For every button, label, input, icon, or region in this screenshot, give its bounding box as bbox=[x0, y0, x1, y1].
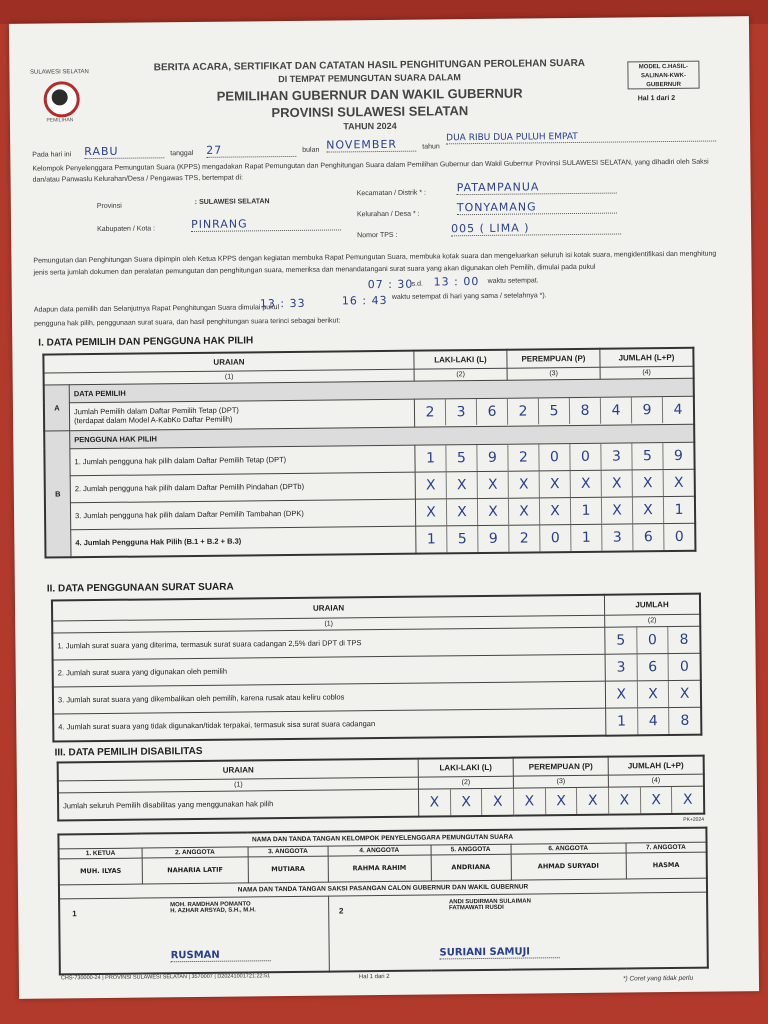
section-1-title: I. DATA PEMILIH DAN PENGGUNA HAK PILIH bbox=[38, 335, 254, 349]
digit-cell: 2 bbox=[507, 444, 538, 470]
kecamatan-value: PATAMPANUA bbox=[457, 180, 617, 196]
time-sd: s.d. bbox=[411, 280, 423, 288]
digit-cell: 1 bbox=[617, 712, 627, 730]
pair-2-number: 2 bbox=[338, 905, 344, 915]
digit-cell: X bbox=[576, 787, 608, 813]
digit-cell: 9 bbox=[476, 444, 507, 470]
digit-cell: X bbox=[601, 470, 632, 496]
body-paragraph-2: Adapun data pemilih dan Selanjutnya Rapat Penghitungan Suara dimulai pukul bbox=[33, 304, 280, 314]
tps-value: 005 ( LIMA ) bbox=[451, 221, 621, 237]
digit-cell: 3 bbox=[445, 399, 476, 425]
time-suffix: waktu setempat. bbox=[487, 277, 539, 285]
provinsi-label: Provinsi bbox=[96, 202, 122, 210]
s3-row-values bbox=[418, 786, 704, 817]
digit-cell: 5 bbox=[616, 631, 626, 649]
kpu-logo bbox=[29, 67, 90, 128]
digit-cell: X bbox=[663, 469, 694, 495]
s2-row-3-values bbox=[605, 680, 701, 708]
day-value: RABU bbox=[84, 144, 164, 159]
digit-cell: X bbox=[640, 787, 672, 813]
header-year: TAHUN 2024 bbox=[343, 120, 397, 132]
s1-row-2-label: 2. Jumlah pengguna hak pilih dalam Daftar Pemilih Pindahan (DPTb) bbox=[70, 472, 415, 503]
role-4: 4. ANGGOTA bbox=[328, 845, 431, 856]
digit-cell: X bbox=[601, 497, 632, 523]
time2-end: 16 : 43 bbox=[341, 293, 388, 308]
pair-2-cell bbox=[328, 892, 707, 972]
section-1-table bbox=[42, 347, 696, 558]
s2-uraian-header: URAIAN bbox=[52, 595, 605, 621]
s1-section-b-letter: B bbox=[44, 430, 71, 557]
s1-dpt-line-2: (terdapat dalam Model A-KabKo Daftar Pemilih) bbox=[74, 414, 233, 426]
kabupaten-label: Kabupaten / Kota : bbox=[97, 225, 156, 233]
digit-cell: 3 bbox=[616, 658, 626, 676]
s1-num-3: (3) bbox=[507, 367, 600, 380]
digit-cell: 4 bbox=[637, 708, 669, 734]
digit-cell: X bbox=[446, 472, 477, 498]
digit-cell: 1 bbox=[425, 449, 436, 467]
pair-2-witness: SURIANI SAMUJI bbox=[439, 946, 559, 959]
digit-cell: 0 bbox=[539, 525, 570, 551]
month-value: NOVEMBER bbox=[326, 138, 416, 153]
pair-1-witness: RUSMAN bbox=[171, 949, 271, 962]
digit-cell: X bbox=[425, 476, 436, 494]
s3-row-label: Jumlah seluruh Pemilih disabilitas yang menggunakan hak pilih bbox=[58, 789, 419, 821]
digit-cell: X bbox=[616, 685, 627, 703]
date-value: 27 bbox=[206, 143, 296, 158]
digit-cell: 0 bbox=[569, 443, 600, 469]
pair-2-candidates: ANDI SUDIRMAN SULAIMAN FATMAWATI RUSDI bbox=[448, 897, 531, 911]
s1-dpt-line-1: Jumlah Pemilih dalam Daftar Pemilih Tetap (DPT) bbox=[73, 405, 239, 417]
logo-subtext: PEMILIHAN bbox=[46, 117, 74, 124]
footer-meta: CHS-730000-24 | PROVINSI SULAWESI SELATAN | 3570007 | D20241001721:22:51 bbox=[60, 973, 271, 982]
digit-cell: 2 bbox=[425, 404, 435, 421]
signer-name-2: NAHARIA LATIF bbox=[142, 856, 248, 883]
signer-name-1: MUH. ILYAS bbox=[59, 858, 143, 885]
digit-cell: X bbox=[450, 789, 482, 815]
body-paragraph-2-suffix: waktu setempat di hari yang sama / setelahnya *). bbox=[391, 292, 547, 301]
role-3: 3. ANGGOTA bbox=[248, 846, 328, 857]
s2-row-1-values bbox=[605, 626, 701, 654]
body-paragraph-1: Pemungutan dan Penghitungan Suara dipimpin oleh Ketua KPPS dengan kegiatan membuka Rapat Pemungutan Suara, membuka kotak suara dan mengeluarkan seluruh isi kotak suara, mengidentifikasi dan menghitung jenis serta jumlah dokumen dan peralatan pemungutan dan penghitungan suara, memeriksa dan menandatangani surat suara yang akan digunakan oleh Pemilih, dimulai pada pukul bbox=[33, 250, 717, 277]
digit-cell: 9 bbox=[477, 525, 508, 551]
signer-name-3: MUTIARA bbox=[248, 856, 328, 883]
s3-num-4: (4) bbox=[608, 774, 704, 787]
digit-cell: 1 bbox=[663, 496, 694, 522]
kpps-sign-title: NAMA DAN TANDA TANGAN KELOMPOK PENYELENGGARA PEMUNGUTAN SUARA bbox=[58, 828, 706, 849]
pair-1-candidates: MOH. RAMDHAN POMANTO H. AZHAR ARSYAD, S.H., M.H. bbox=[170, 900, 256, 914]
digit-cell: 3 bbox=[601, 524, 632, 550]
digit-cell: 6 bbox=[632, 524, 663, 550]
digit-cell: 5 bbox=[445, 445, 476, 471]
digit-cell: X bbox=[545, 788, 577, 814]
digit-cell: 0 bbox=[663, 523, 694, 549]
pair-1-cell bbox=[59, 896, 329, 975]
signer-name-5: ANDRIANA bbox=[431, 854, 511, 881]
digit-cell: 2 bbox=[508, 525, 539, 551]
s1-row-3-values bbox=[415, 496, 695, 526]
page-indicator: Hal 1 dari 2 bbox=[637, 94, 676, 103]
s3-num-1: (1) bbox=[58, 777, 419, 793]
tps-label: Nomor TPS : bbox=[357, 231, 398, 240]
role-1: 1. KETUA bbox=[59, 848, 142, 859]
s3-perempuan-header: PEREMPUAN (P) bbox=[513, 757, 608, 776]
kabupaten-value: PINRANG bbox=[191, 216, 341, 232]
digit-cell: X bbox=[513, 788, 545, 814]
signer-name-7: HASMA bbox=[626, 852, 707, 879]
month-label: bulan bbox=[302, 146, 320, 154]
footer-page: Hal 1 dari 2 bbox=[358, 973, 390, 981]
digit-cell: X bbox=[508, 471, 539, 497]
intro-sentence: Kelompok Penyelenggara Pemungutan Suara (KPPS) mengadakan Rapat Pemungutan dan Penghitungan Suara dalam Pemilihan Gubernur dan Wakil Gubernur Provinsi SULAWESI SELATAN, yang dihadiri oleh Saksi dan/atau Panwaslu Kelurahan/Desa / Pengawas TPS, bertempat di: bbox=[32, 158, 709, 184]
time-start: 07 : 30 bbox=[367, 277, 414, 292]
s2-row-2-label: 2. Jumlah surat suara yang digunakan oleh pemilih bbox=[53, 654, 606, 687]
digit-cell: 4 bbox=[600, 397, 631, 423]
section-3-table bbox=[57, 755, 706, 822]
s2-row-4-label: 4. Jumlah surat suara yang tidak digunakan/tidak terpakai, termasuk sisa surat suara cadangan bbox=[53, 708, 606, 741]
form-code: PK+2024 bbox=[683, 816, 705, 823]
digit-cell: X bbox=[632, 497, 663, 523]
s3-num-2: (2) bbox=[418, 776, 513, 789]
s1-row-1-label: 1. Jumlah pengguna hak pilih dalam Daftar Pemilih Tetap (DPT) bbox=[70, 445, 415, 476]
digit-cell: X bbox=[429, 794, 440, 811]
digit-cell: 2 bbox=[507, 398, 538, 424]
s1-num-2: (2) bbox=[414, 368, 507, 381]
digit-cell: X bbox=[539, 498, 570, 524]
header-line-2: DI TEMPAT PEMUNGUTAN SUARA DALAM bbox=[278, 72, 461, 85]
year-value: DUA RIBU DUA PULUH EMPAT bbox=[446, 131, 716, 145]
kelurahan-value: TONYAMANG bbox=[457, 200, 617, 216]
digit-cell: 1 bbox=[570, 497, 601, 523]
day-label: Pada hari ini bbox=[32, 151, 72, 159]
digit-cell: 0 bbox=[636, 627, 668, 653]
digit-cell: X bbox=[668, 680, 700, 706]
s2-row-4-values bbox=[606, 707, 702, 735]
footer-note: *) Coret yang tidak perlu bbox=[622, 974, 694, 983]
s2-row-2-values bbox=[605, 653, 701, 681]
saksi-sign-title: NAMA DAN TANDA TANGAN SAKSI PASANGAN CALON GUBERNUR DAN WAKIL GUBERNUR bbox=[59, 878, 707, 899]
digit-cell: X bbox=[481, 788, 513, 814]
kelurahan-label: Kelurahan / Desa * : bbox=[356, 210, 420, 219]
s1-jumlah-header: JUMLAH (L+P) bbox=[600, 348, 694, 367]
digit-cell: 1 bbox=[426, 530, 436, 548]
form-paper bbox=[9, 16, 759, 999]
date-label: tanggal bbox=[170, 149, 194, 158]
digit-cell: X bbox=[477, 498, 508, 524]
model-box: MODEL C.HASIL-SALINAN-KWK-GUBERNUR bbox=[627, 61, 699, 90]
s1-row-3-label: 3. Jumlah pengguna hak pilih dalam Daftar Pemilih Tambahan (DPK) bbox=[70, 499, 415, 530]
digit-cell: X bbox=[570, 470, 601, 496]
digit-cell: 4 bbox=[662, 397, 693, 423]
header-title: PEMILIHAN GUBERNUR DAN WAKIL GUBERNUR bbox=[216, 85, 523, 104]
signer-name-6: AHMAD SURYADI bbox=[511, 852, 626, 879]
s2-row-1-label: 1. Jumlah surat suara yang diterima, termasuk surat suara cadangan 2,5% dari DPT di TPS bbox=[52, 627, 605, 660]
role-7: 7. ANGGOTA bbox=[626, 842, 707, 853]
logo-emblem-icon bbox=[52, 89, 68, 105]
digit-cell: 5 bbox=[446, 526, 477, 552]
digit-cell: X bbox=[508, 498, 539, 524]
digit-cell: 9 bbox=[662, 442, 693, 468]
s1-row-1-values bbox=[415, 442, 695, 472]
digit-cell: X bbox=[539, 471, 570, 497]
role-6: 6. ANGGOTA bbox=[511, 842, 626, 853]
digit-cell: X bbox=[637, 681, 669, 707]
kecamatan-label: Kecamatan / Distrik * : bbox=[356, 189, 426, 198]
digit-cell: X bbox=[632, 470, 663, 496]
s1-dpt-label bbox=[69, 399, 414, 431]
s1-num-4: (4) bbox=[600, 366, 694, 379]
digit-cell: X bbox=[426, 503, 436, 521]
s1-row-4-label: 4. Jumlah Pengguna Hak Pilih (B.1 + B.2 + B.3) bbox=[71, 526, 416, 557]
digit-cell: X bbox=[477, 471, 508, 497]
s3-uraian-header: URAIAN bbox=[58, 759, 419, 781]
role-5: 5. ANGGOTA bbox=[431, 844, 511, 855]
digit-cell: 6 bbox=[636, 654, 668, 680]
signature-table bbox=[57, 827, 708, 976]
digit-cell: 8 bbox=[668, 707, 700, 733]
digit-cell: 8 bbox=[569, 398, 600, 424]
digit-cell: X bbox=[608, 787, 640, 813]
digit-cell: 5 bbox=[538, 398, 569, 424]
s1-perempuan-header: PEREMPUAN (P) bbox=[507, 349, 600, 368]
section-2-table bbox=[51, 593, 702, 742]
digit-cell: 3 bbox=[600, 443, 631, 469]
logo-text: SULAWESI SELATAN bbox=[29, 69, 89, 76]
digit-cell: 9 bbox=[631, 397, 662, 423]
digit-cell: 8 bbox=[668, 626, 700, 652]
section-2-title: II. DATA PENGGUNAAN SURAT SUARA bbox=[46, 581, 234, 595]
time-end: 13 : 00 bbox=[433, 274, 480, 289]
digit-cell: 1 bbox=[570, 524, 601, 550]
year-label: tahun bbox=[422, 143, 440, 151]
s2-row-3-label: 3. Jumlah surat suara yang dikembalikan oleh pemilih, karena rusak atau keliru coblos bbox=[53, 681, 606, 714]
s1-laki-header: LAKI-LAKI (L) bbox=[414, 350, 507, 369]
provinsi-value: : SULAWESI SELATAN bbox=[194, 198, 270, 206]
digit-cell: 0 bbox=[668, 653, 700, 679]
digit-cell: 6 bbox=[476, 399, 507, 425]
header-line-1: BERITA ACARA, SERTIFIKAT DAN CATATAN HASIL PENGHITUNGAN PEROLEHAN SUARA bbox=[153, 57, 586, 74]
s2-jumlah-header: JUMLAH bbox=[604, 594, 700, 615]
header-province: PROVINSI SULAWESI SELATAN bbox=[271, 103, 469, 121]
s1-row-2-values bbox=[415, 469, 695, 499]
s2-num-2: (2) bbox=[605, 614, 701, 627]
s1-uraian-header: URAIAN bbox=[43, 351, 414, 373]
s2-num-1: (1) bbox=[52, 615, 605, 633]
pair-1-number: 1 bbox=[72, 908, 77, 918]
role-2: 2. ANGGOTA bbox=[142, 846, 248, 857]
s3-num-3: (3) bbox=[513, 775, 608, 788]
s1-row-4-values bbox=[416, 523, 696, 553]
digit-cell: X bbox=[671, 786, 703, 812]
s1-num-1: (1) bbox=[44, 369, 415, 385]
signer-name-4: RAHMA RAHIM bbox=[328, 855, 431, 882]
s1-section-b-title: PENGGUNA HAK PILIH bbox=[70, 424, 695, 449]
s1-dpt-values bbox=[414, 396, 694, 427]
digit-cell: 5 bbox=[631, 443, 662, 469]
digit-cell: X bbox=[446, 499, 477, 525]
s1-section-a-letter: A bbox=[44, 384, 70, 430]
s3-jumlah-header: JUMLAH (L+P) bbox=[608, 756, 704, 775]
section-3-title: III. DATA PEMILIH DISABILITAS bbox=[54, 745, 203, 759]
s3-laki-header: LAKI-LAKI (L) bbox=[418, 758, 513, 777]
digit-cell: 0 bbox=[538, 444, 569, 470]
s1-section-a-title: DATA PEMILIH bbox=[69, 378, 694, 403]
time2-start: 13 : 33 bbox=[259, 296, 306, 311]
body-paragraph-3: pengguna hak pilih, penggunaan surat suara, dan hasil penghitungan suara terinci sebagai berikut: bbox=[34, 317, 341, 328]
